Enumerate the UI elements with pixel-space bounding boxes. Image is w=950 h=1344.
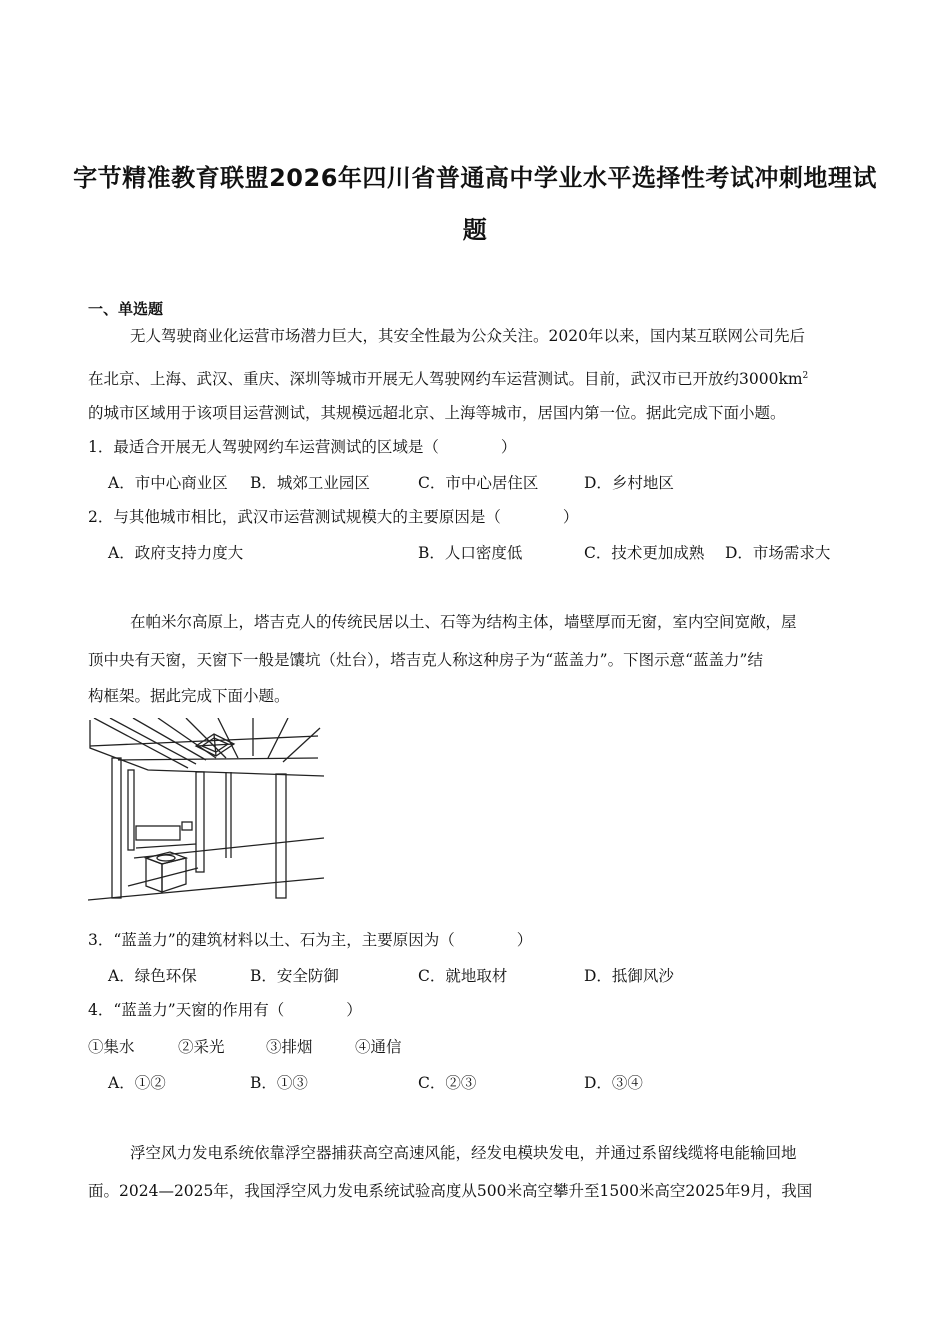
q2-option-c[interactable]: C．技术更加成熟: [584, 544, 705, 562]
house-structure-figure: [88, 718, 324, 902]
q1-option-d[interactable]: D．乡村地区: [584, 474, 674, 492]
question1-stem: 1．最适合开展无人驾驶网约车运营测试的区域是（ ）: [88, 438, 517, 456]
passage1-line2: 在北京、上海、武汉、重庆、深圳等城市开展无人驾驶网约车运营测试。目前，武汉市已开放约$3000km^2$: [88, 370, 809, 389]
q1-option-c[interactable]: C．市中心居住区: [418, 474, 539, 492]
passage3-line2: 面。2024—2025年，我国浮空风力发电系统试验高度从500米高空攀升至1500米高空2025年9月，我国: [88, 1182, 813, 1200]
q3-option-b[interactable]: B．安全防御: [250, 967, 339, 985]
section-heading: 一、单选题: [88, 300, 164, 318]
q4-option-b[interactable]: B．①③: [250, 1074, 308, 1092]
question2-stem: 2．与其他城市相比，武汉市运营测试规模大的主要原因是（ ）: [88, 508, 579, 526]
q3-option-a[interactable]: A．绿色环保: [108, 967, 197, 985]
passage1-line3: 的城市区域用于该项目运营测试，其规模远超北京、上海等城市，居国内第一位。据此完成下面小题。: [88, 404, 786, 422]
superscript-2: 2: [802, 371, 809, 381]
question4-stem: 4．“蓝盖力”天窗的作用有（ ）: [88, 1001, 362, 1019]
exam-title-line1: 字节精准教育联盟2026年四川省普通高中学业水平选择性考试冲刺地理试: [73, 164, 877, 192]
q4-item-4: ④通信: [355, 1038, 402, 1056]
passage2-line1: 在帕米尔高原上，塔吉克人的传统民居以土、石等为结构主体，墙壁厚而无窗，室内空间宽敞，屋: [130, 613, 797, 631]
q4-option-c[interactable]: C．②③: [418, 1074, 477, 1092]
question3-stem: 3．“蓝盖力”的建筑材料以土、石为主，主要原因为（ ）: [88, 931, 533, 949]
passage2-line3: 构框架。据此完成下面小题。: [88, 687, 290, 705]
q4-item-3: ③排烟: [266, 1038, 313, 1056]
passage2-line2: 顶中央有天窗，天窗下一般是馕坑（灶台），塔吉克人称这种房子为“蓝盖力”。下图示意“蓝盖力”结: [88, 651, 763, 669]
q4-option-a[interactable]: A．①②: [108, 1074, 166, 1092]
q4-item-2: ②采光: [178, 1038, 225, 1056]
passage3-line1: 浮空风力发电系统依靠浮空器捕获高空高速风能，经发电模块发电，并通过系留线缆将电能输回地: [130, 1144, 797, 1162]
q3-option-c[interactable]: C．就地取材: [418, 967, 508, 985]
q2-option-a[interactable]: A．政府支持力度大: [108, 544, 244, 562]
q2-option-d[interactable]: D．市场需求大: [725, 544, 831, 562]
q4-item-1: ①集水: [88, 1038, 135, 1056]
exam-title-line2: 题: [462, 216, 488, 244]
q1-option-a[interactable]: A．市中心商业区: [108, 474, 228, 492]
q4-option-d[interactable]: D．③④: [584, 1074, 643, 1092]
passage1-line1: 无人驾驶商业化运营市场潜力巨大，其安全性最为公众关注。2020年以来，国内某互联网公司先后: [130, 327, 805, 345]
q2-option-b[interactable]: B．人口密度低: [418, 544, 523, 562]
q3-option-d[interactable]: D．抵御风沙: [584, 967, 674, 985]
q1-option-b[interactable]: B．城郊工业园区: [250, 474, 370, 492]
